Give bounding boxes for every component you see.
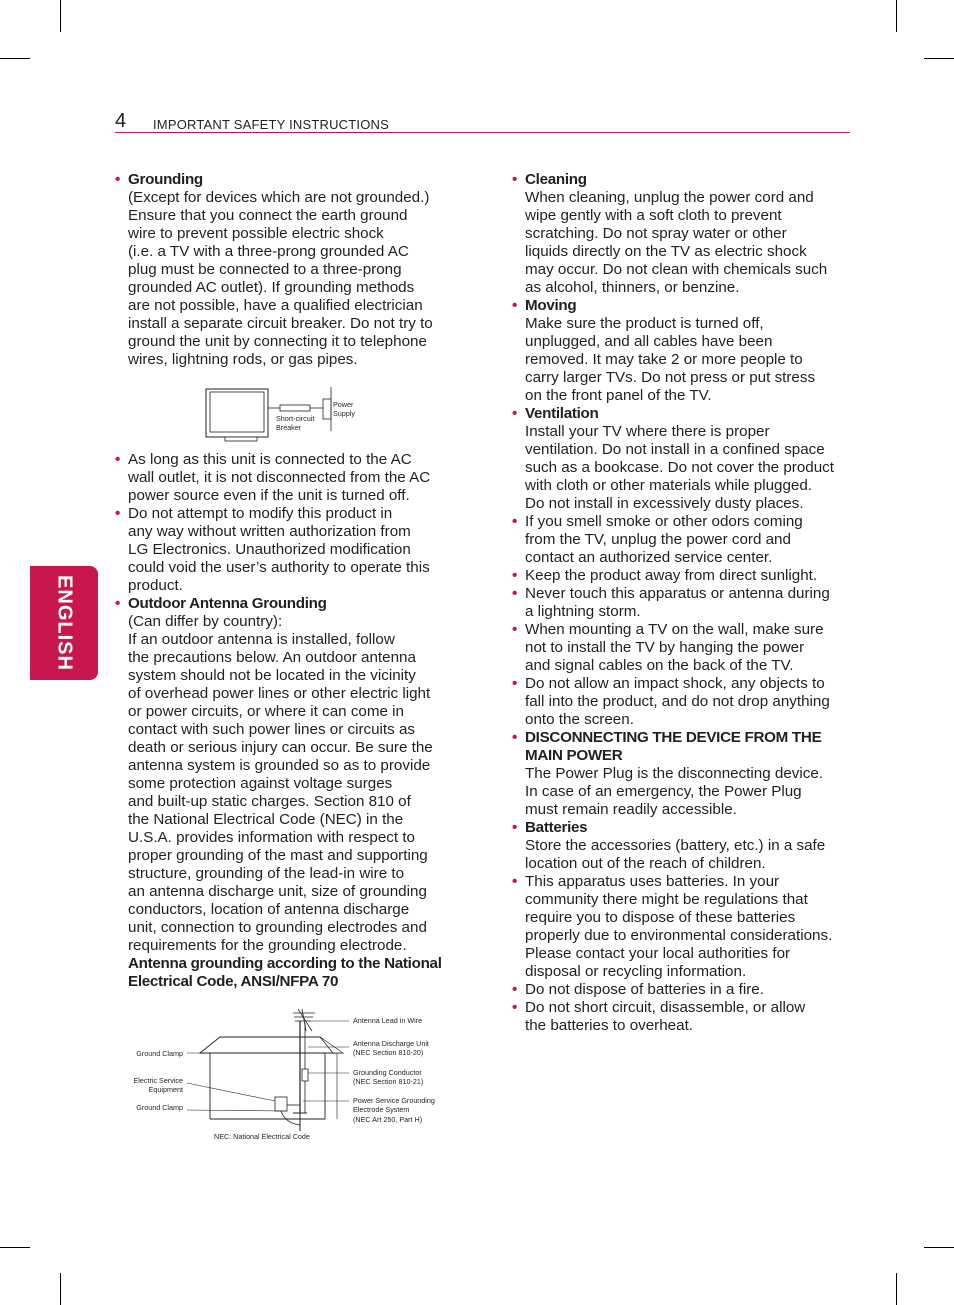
antenna-heading: Outdoor Antenna Grounding [128,595,327,612]
disconnect-item [512,729,857,819]
ac-outlet-text: As long as this unit is connected to the AC wall outlet, it is not disconnected from the AC power source even if the unit is turned off. [128,451,431,504]
bullet: • [512,981,518,998]
power-supply-label: Supply [333,409,355,418]
bullet: • [115,171,121,188]
batteries-item [512,819,857,873]
antenna-nfpa-note: Antenna grounding according to the National Electrical Code, ANSI/NFPA 70 [128,955,442,990]
crop-mark [924,1247,954,1248]
power-supply-label: Power [333,400,354,409]
short-circuit-item [512,999,857,1035]
grounding-conductor-label: Grounding Conductor [353,1068,422,1077]
bullet: • [512,297,518,314]
sunlight-text: Keep the product away from direct sunlight. [525,567,818,584]
bullet: • [512,999,518,1016]
impact-item [512,675,857,729]
crop-mark [896,1273,897,1305]
grounding-item [115,171,460,369]
bullet: • [115,451,121,468]
crop-mark [60,1273,61,1305]
short-circuit-text: Do not short circuit, disassemble, or allow the batteries to overheat. [525,999,806,1034]
page-number: 4 [115,110,127,132]
cleaning-item [512,171,857,297]
grounding-figure [115,369,460,451]
crop-mark [60,0,61,32]
cleaning-heading: Cleaning [525,171,587,188]
disconnect-body: The Power Plug is the disconnecting device. In case of an emergency, the Power Plug must remain readily accessible. [525,765,824,818]
antenna-item [115,595,460,991]
bullet: • [115,505,121,522]
ventilation-item [512,405,857,513]
battery-regs-text: This apparatus uses batteries. In your community there might be regulations that require you to dispose of these batteries properly due to environmental considerations. Please contact your local authorities for disposal or recycling information. [525,873,833,980]
mounting-item [512,621,857,675]
bullet: • [512,819,518,836]
ground-clamp-label: Ground Clamp [136,1103,183,1112]
cleaning-body: When cleaning, unplug the power cord and wipe gently with a soft cloth to prevent scratching. Do not spray water or other liquids directly on the TV as electric shock may occur. Do not clean with chemicals such as alcohol, thinners, or benzine. [525,189,828,296]
right-column [512,171,857,1035]
electrode-label: Power Service Grounding [353,1096,435,1105]
nec-caption: NEC: National Electrical Code [214,1132,310,1141]
smoke-item [512,513,857,567]
language-tab [30,566,98,680]
electrode-label: (NEC Art 250, Part H) [353,1115,423,1124]
grounding-body: (Except for devices which are not grounded.) Ensure that you connect the earth ground wire to prevent possible electric shock (i.e. a TV with a three-prong grounded AC plug must be connected to a three-prong grounded AC outlet). If grounding methods are not possible, have a qualified electrician install a separate circuit breaker. Do not try to ground the unit by connecting it to telephone wires, lightning rods, or gas pipes. [128,189,433,368]
bullet: • [512,567,518,584]
crop-mark [896,0,897,32]
smoke-text: If you smell smoke or other odors coming from the TV, unplug the power cord and contact an authorized service center. [525,513,803,566]
ac-outlet-item [115,451,460,505]
moving-item [512,297,857,405]
grounding-heading: Grounding [128,171,203,188]
mounting-text: When mounting a TV on the wall, make sure not to install the TV by hanging the power and signal cables on the back of the TV. [525,621,824,674]
modify-item [115,505,460,595]
storm-text: Never touch this apparatus or antenna during a lightning storm. [525,585,830,620]
impact-text: Do not allow an impact shock, any objects to fall into the product, and do not drop anything onto the screen. [525,675,830,728]
ventilation-body: Install your TV where there is proper ventilation. Do not install in a confined space such as a bookcase. Do not cover the product with cloth or other materials while plugged. Do not install in excessively dusty places. [525,423,834,512]
bullet: • [512,405,518,422]
breaker-label: Breaker [276,423,302,432]
bullet: • [512,585,518,602]
bullet: • [512,729,518,746]
fire-text: Do not dispose of batteries in a fire. [525,981,764,998]
bullet: • [115,595,121,612]
modify-text: Do not attempt to modify this product in any way without written authorization from LG Electronics. Unauthorized modification could void the user’s authority to operate this product. [128,505,430,594]
ground-clamp-label: Ground Clamp [136,1049,183,1058]
lead-in-wire-label: Antenna Lead in Wire [353,1016,423,1025]
crop-mark [0,58,30,59]
electric-service-label: Electric Service [133,1076,183,1085]
battery-regs-item [512,873,857,981]
bullet: • [512,171,518,188]
bullet: • [512,621,518,638]
section-title: IMPORTANT SAFETY INSTRUCTIONS [153,117,389,132]
grounding-conductor-label: (NEC Section 810-21) [353,1077,424,1086]
disconnect-heading: DISCONNECTING THE DEVICE FROM THE MAIN POWER [525,729,822,764]
header-rule [115,132,850,133]
moving-heading: Moving [525,297,577,314]
moving-body: Make sure the product is turned off, unplugged, and all cables have been removed. It may take 2 or more people to carry larger TVs. Do not press or put stress on the front panel of the TV. [525,315,816,404]
bullet: • [512,873,518,890]
crop-mark [924,58,954,59]
antenna-body: (Can differ by country): If an outdoor antenna is installed, follow the precautions below. An outdoor antenna system should not be located in the vicinity of overhead power lines or other electric light or power circuits, or where it can come in contact with such power lines or circuits as death or serious injury can occur. Be sure the antenna system is grounded so as to provide some protection against voltage surges and built-up static charges. Section 810 of the National Electrical Code (NEC) in the U.S.A. provides information with respect to proper grounding of the mast and supporting structure, grounding of the lead-in wire to an antenna discharge unit, size of grounding conductors, location of antenna discharge unit, connection to grounding electrodes and requirements for the grounding electrode. [128,613,433,954]
breaker-label: Short-circuit [276,414,315,423]
discharge-unit-label: Antenna Discharge Unit [353,1039,429,1048]
electric-service-label: Equipment [148,1085,183,1094]
fire-item [512,981,857,999]
batteries-heading: Batteries [525,819,588,836]
language-tab-label: ENGLISH [53,575,76,671]
sunlight-item [512,567,857,585]
discharge-unit-label: (NEC Section 810-20) [353,1048,424,1057]
ventilation-heading: Ventilation [525,405,599,422]
left-column [115,171,460,1153]
bullet: • [512,675,518,692]
antenna-grounding-diagram [115,1001,460,1153]
batteries-body: Store the accessories (battery, etc.) in a safe location out of the reach of children. [525,837,826,872]
storm-item [512,585,857,621]
bullet: • [512,513,518,530]
crop-mark [0,1247,30,1248]
electrode-label: Electrode System [353,1105,410,1114]
